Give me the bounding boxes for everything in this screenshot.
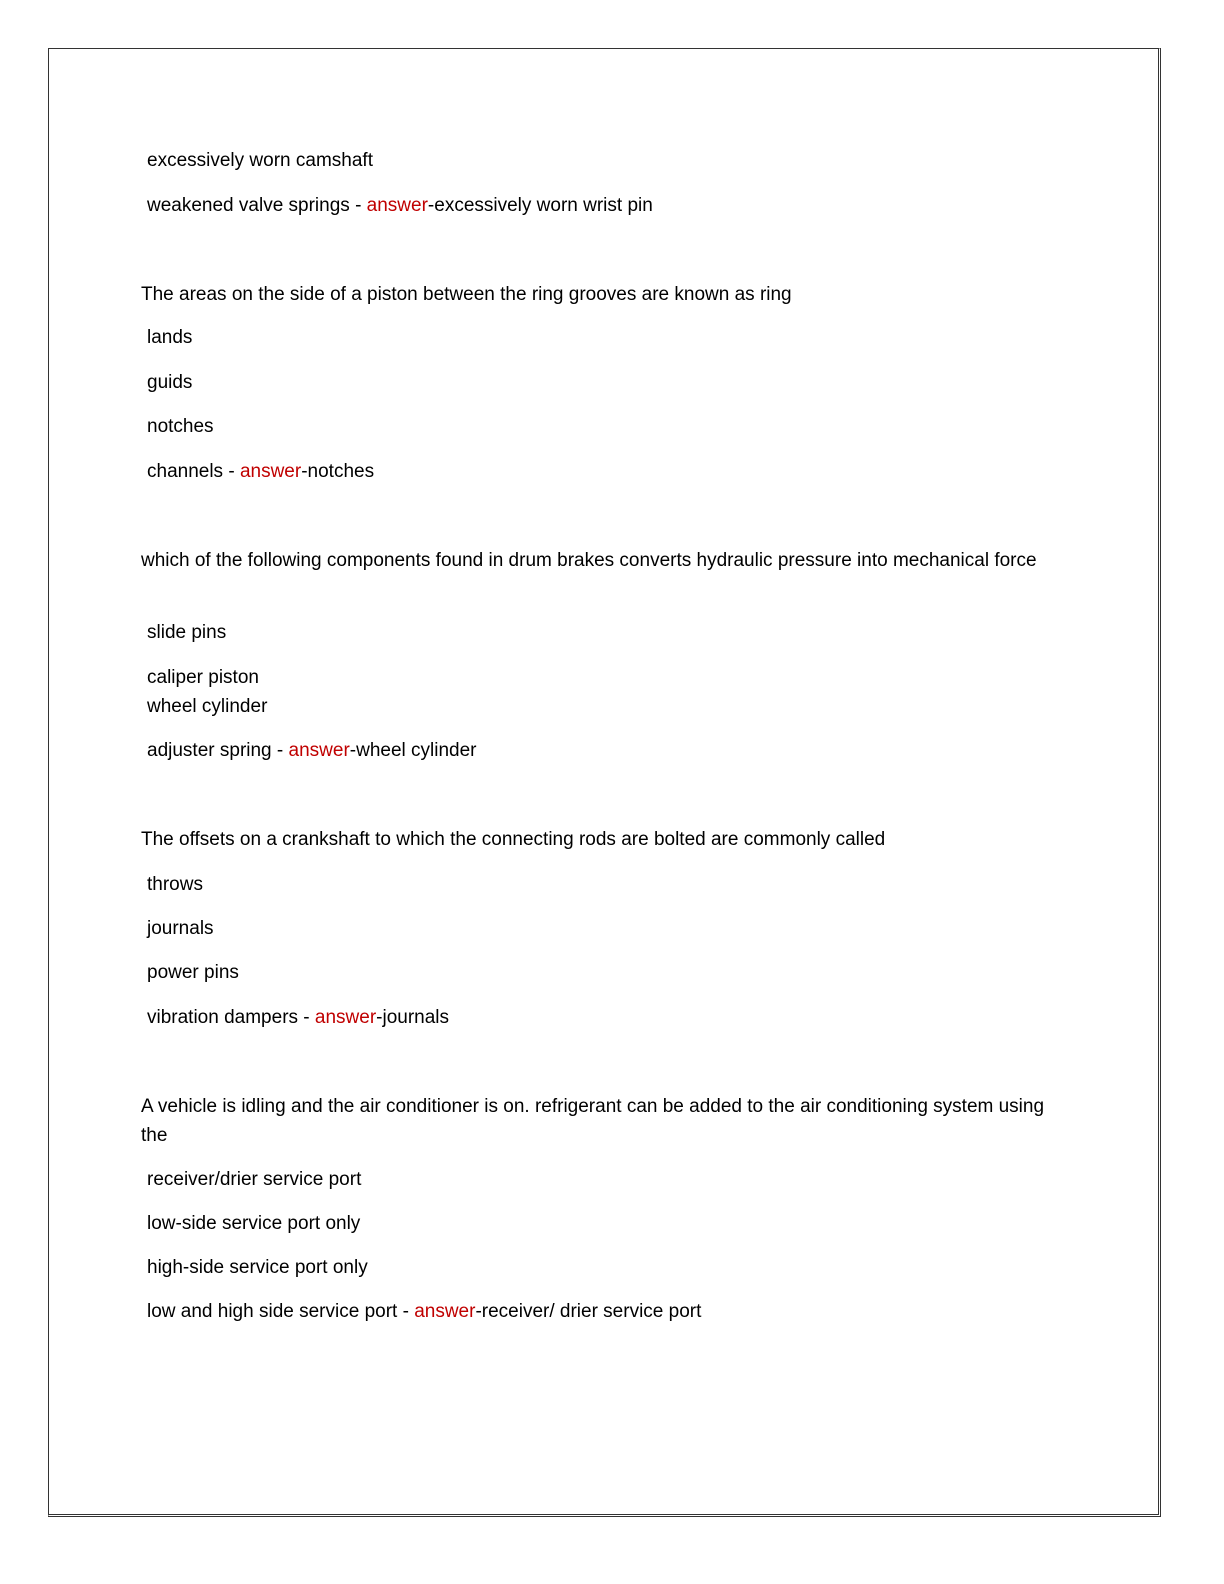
- answer-text: -wheel cylinder: [349, 740, 477, 761]
- option-text: slide pins: [147, 622, 227, 643]
- option-text: low-side service port only: [147, 1213, 361, 1234]
- option-text: adjuster spring -: [147, 740, 289, 761]
- option-with-answer: [147, 1297, 701, 1326]
- option-text: notches: [147, 416, 214, 437]
- answer-label: answer: [366, 195, 428, 216]
- answer-label: answer: [314, 1007, 377, 1028]
- option-with-answer: [147, 736, 477, 765]
- option-text: power pins: [147, 962, 239, 983]
- option-text: weakened valve springs -: [147, 195, 367, 216]
- answer-label: answer: [239, 461, 302, 482]
- answer-text: -journals: [376, 1007, 450, 1028]
- option-with-answer: [147, 191, 653, 220]
- question-text: The offsets on a crankshaft to which the connecting rods are bolted are commonly called: [141, 829, 886, 850]
- option-text: lands: [147, 327, 193, 348]
- option-text: receiver/drier service port: [147, 1169, 362, 1190]
- option-with-answer: [147, 457, 374, 486]
- option-text: guids: [147, 372, 193, 393]
- question-text: The areas on the side of a piston between the ring grooves are known as ring: [141, 284, 792, 305]
- option-text: caliper piston: [147, 667, 259, 688]
- option-text: vibration dampers -: [147, 1007, 315, 1028]
- option-text: journals: [147, 918, 214, 939]
- answer-label: answer: [414, 1301, 476, 1322]
- option-text: channels -: [147, 461, 240, 482]
- option-text: excessively worn camshaft: [147, 150, 373, 171]
- question-text: which of the following components found in drum brakes converts hydraulic pressure into mechanical force: [141, 550, 1037, 571]
- option-text: throws: [147, 874, 203, 895]
- answer-text: -excessively worn wrist pin: [427, 195, 653, 216]
- answer-text: -notches: [301, 461, 375, 482]
- option-text: high-side service port only: [147, 1257, 368, 1278]
- answer-label: answer: [288, 740, 350, 761]
- option-with-answer: [147, 1003, 449, 1032]
- answer-text: -receiver/ drier service port: [475, 1301, 702, 1322]
- question-text: A vehicle is idling and the air conditioner is on. refrigerant can be added to the air conditioning system using the: [141, 1096, 1045, 1146]
- option-text: wheel cylinder: [147, 696, 268, 717]
- option-text: low and high side service port -: [147, 1301, 415, 1322]
